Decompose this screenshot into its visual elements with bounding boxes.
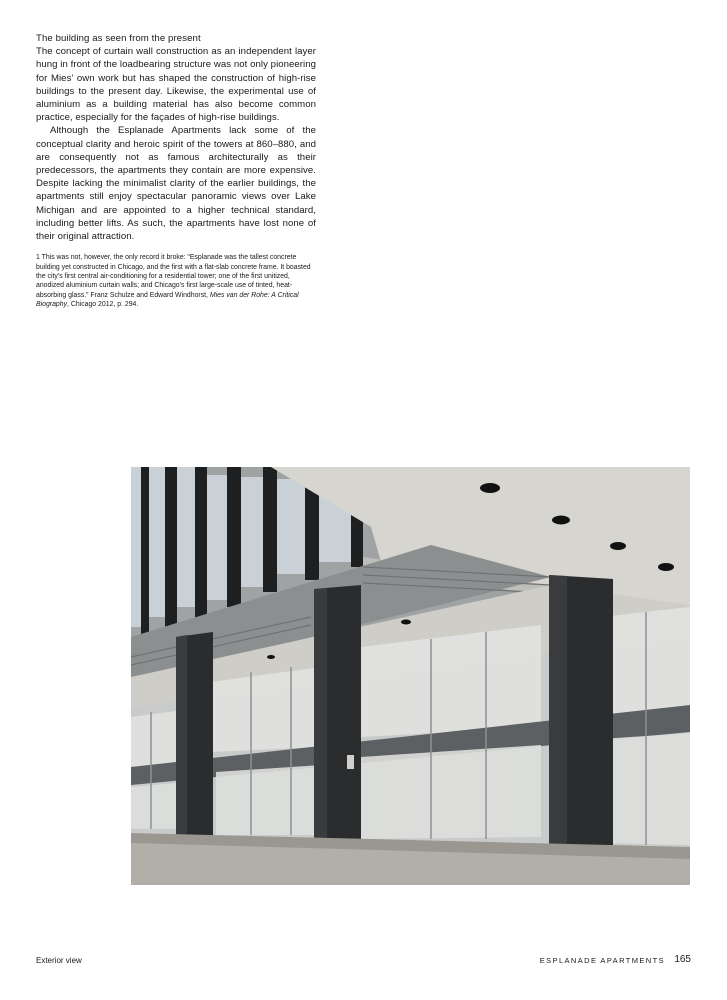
text-column: [36, 32, 316, 310]
running-head: ESPLANADE APARTMENTS: [539, 956, 665, 965]
body-paragraph-1: The concept of curtain wall construction as an independent layer hung in front of the loadbearing structure was not only pioneering for Mies’ own work but has shaped the construction of high-rise buildings to the present day. Likewise, the experimental use of aluminium as a building material has also become common practice, especially for the façades of high-rise buildings.: [36, 46, 316, 124]
section-subheading: The building as seen from the present: [36, 33, 201, 44]
body-paragraph-2: Although the Esplanade Apartments lack some of the conceptual clarity and heroic spirit of the towers at 860–880, and are consequently not as famous architecturally as their predecessors, the apartments they contain are more expensive. Despite lacking the minimalist clarity of the earlier buildings, the apartments still enjoy spectacular panoramic views over Lake Michigan and are appointed to a higher technical standard, including better lifts. As such, the apartments have lost none of their original attraction.: [36, 125, 316, 243]
footnote: [36, 253, 316, 309]
figure-caption: Exterior view: [36, 956, 82, 965]
page-number: 165: [674, 954, 691, 965]
footnote-text: 1 This was not, however, the only record it broke: “Esplanade was the tallest concrete building yet constructed in Chicago, and the first with a flat-slab concrete frame. It boasted the city’s first central air-conditioning for a residential tower; one of the first unitized, anodized aluminium curtain walls; and Chicago’s first large-scale use of tinted, heat-absorbing glass.” Franz Schulze and Edward Windhorst,: [36, 254, 311, 299]
footnote-book-title: Mies van der Rohe: A Critical Biography: [36, 291, 299, 309]
footnote-tail: , Chicago 2012, p. 294.: [67, 301, 139, 309]
building-entrance-photo: [131, 467, 690, 885]
